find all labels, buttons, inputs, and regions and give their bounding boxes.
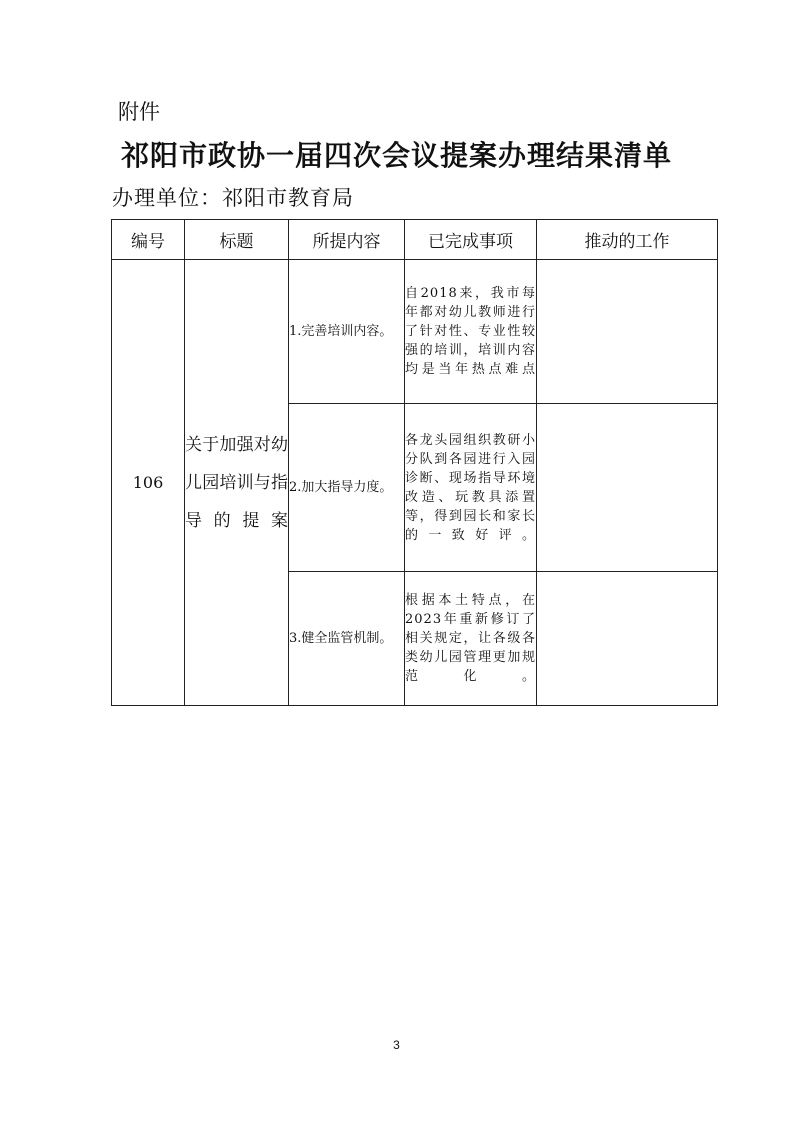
content-item-3: 3.健全监管机制。 [289, 572, 405, 706]
ongoing-work-1 [537, 260, 718, 404]
proposal-title: 关于加强对幼儿园培训与指导的提案 [185, 434, 288, 531]
page-number: 3 [393, 1038, 400, 1052]
header-content: 所提内容 [289, 220, 405, 260]
handling-unit: 办理单位：祁阳市教育局 [112, 186, 354, 210]
completed-item-2: 各龙头园组织教研小分队到各园进行入园诊断、现场指导环境改造、玩教具添置等，得到园长和家长的一致好评。 [405, 432, 536, 543]
header-title: 标题 [185, 220, 289, 260]
document-title: 祁阳市政协一届四次会议提案办理结果清单 [120, 139, 672, 172]
completed-item-2-cell [405, 404, 537, 572]
results-table [111, 219, 718, 706]
completed-item-1-cell [405, 260, 537, 404]
completed-item-3: 根据本土特点，在2023年重新修订了相关规定，让各级各类幼儿园管理更加规范化。 [405, 593, 536, 684]
content-item-2: 2.加大指导力度。 [289, 404, 405, 572]
content-item-1: 1.完善培训内容。 [289, 260, 405, 404]
table-header-row [112, 220, 718, 260]
header-completed: 已完成事项 [405, 220, 537, 260]
completed-item-1: 自2018来，我市每年都对幼儿教师进行了针对性、专业性较强的培训，培训内容均是当年热点难点 [405, 286, 536, 377]
header-ongoing-work: 推动的工作 [537, 220, 718, 260]
header-number: 编号 [112, 220, 185, 260]
ongoing-work-3 [537, 572, 718, 706]
proposal-number: 106 [112, 260, 185, 706]
completed-item-3-cell [405, 572, 537, 706]
proposal-title-cell [185, 260, 289, 706]
attachment-label: 附件 [118, 100, 160, 124]
table-row [112, 260, 718, 404]
ongoing-work-2 [537, 404, 718, 572]
